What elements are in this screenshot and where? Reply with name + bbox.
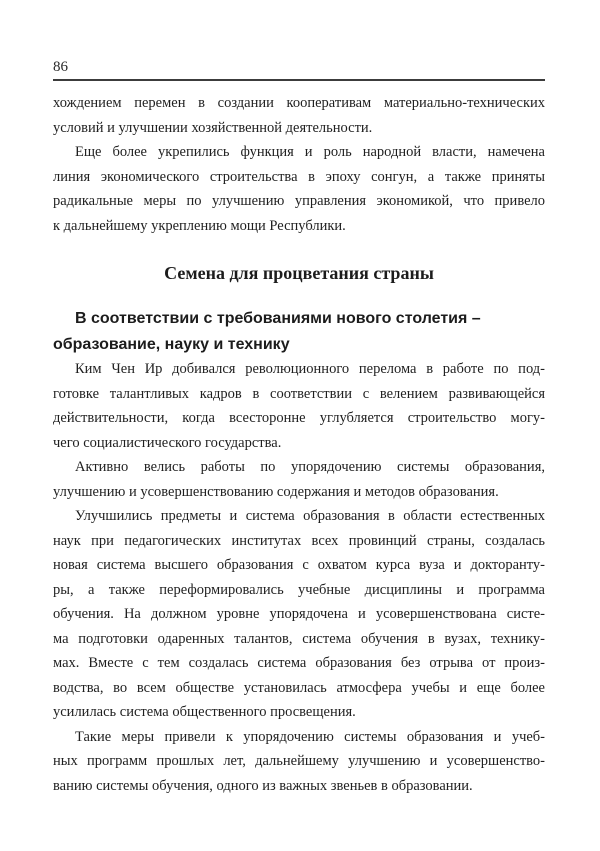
text-line: обучения. На должном уровне упорядочена и усовершенствована систе-: [53, 606, 545, 622]
subheading-line: образование, науку и технику: [53, 335, 290, 353]
text-line: линия экономического строительства в эпоху сонгун, а также приняты: [53, 168, 545, 185]
text-line: мах. Вместе с тем создалась система образования без отрыва от произ-: [53, 655, 545, 671]
text-line: Такие меры привели к упорядочению системы образования и учеб-: [75, 728, 545, 745]
text-line: водства, во всем обществе установилась атмосфера учебы и еще более: [53, 679, 545, 696]
paragraph: [53, 140, 545, 238]
paragraph: [53, 357, 545, 455]
text-line: радикальные меры по улучшению управления экономикой, что привело: [53, 193, 545, 209]
text-line: ры, а также переформировались учебные дисциплины и программа: [53, 581, 545, 598]
text-line: Ким Чен Ир добивался революционного перелома в работе по под-: [75, 361, 545, 377]
paragraph-continuation: [53, 91, 545, 140]
text-line: ма подготовки одаренных талантов, система обучения в вузах, технику-: [53, 630, 545, 647]
text-line: условий и улучшении хозяйственной деятельности.: [53, 119, 373, 136]
text-line: новая система высшего образования с охватом курса вуза и докторанту-: [53, 557, 545, 573]
text-line: Активно велись работы по упорядочению системы образования,: [75, 459, 545, 475]
text-line: чего социалистического государства.: [53, 434, 282, 451]
text-line: усилилась система общественного просвещения.: [53, 704, 356, 720]
text-line: ванию системы обучения, одного из важных звеньев в образовании.: [53, 777, 473, 794]
text-line: Улучшились предметы и система образования в области естественных: [75, 508, 545, 524]
text-line: улучшению и усовершенствованию содержания и методов образования.: [53, 483, 499, 500]
page-number: 86: [53, 59, 68, 75]
text-line: ных программ прошлых лет, дальнейшему улучшению и усовершенство-: [53, 753, 545, 769]
paragraph: [53, 725, 545, 799]
text-line: готовке талантливых кадров в соответствии с велением развивающейся: [53, 385, 545, 402]
page-header: [53, 58, 545, 81]
text-line: хождением перемен в создании кооперативам материально-технических: [53, 95, 545, 111]
paragraph: [53, 455, 545, 504]
text-line: Еще более укрепились функция и роль народной власти, намечена: [75, 144, 545, 160]
subsection-heading: [53, 306, 545, 357]
section-heading: Семена для процветания страны: [164, 263, 434, 283]
text-column: [53, 58, 545, 798]
paragraph: [53, 504, 545, 725]
text-line: действительности, когда всесторонне углубляется строительство могу-: [53, 410, 545, 426]
text-line: к дальнейшему укреплению мощи Республики.: [53, 217, 346, 234]
page-body: [53, 91, 545, 798]
subheading-line: В соответствии с требованиями нового столетия –: [75, 310, 481, 327]
text-line: наук при педагогических институтах всех провинций страны, создалась: [53, 532, 545, 549]
